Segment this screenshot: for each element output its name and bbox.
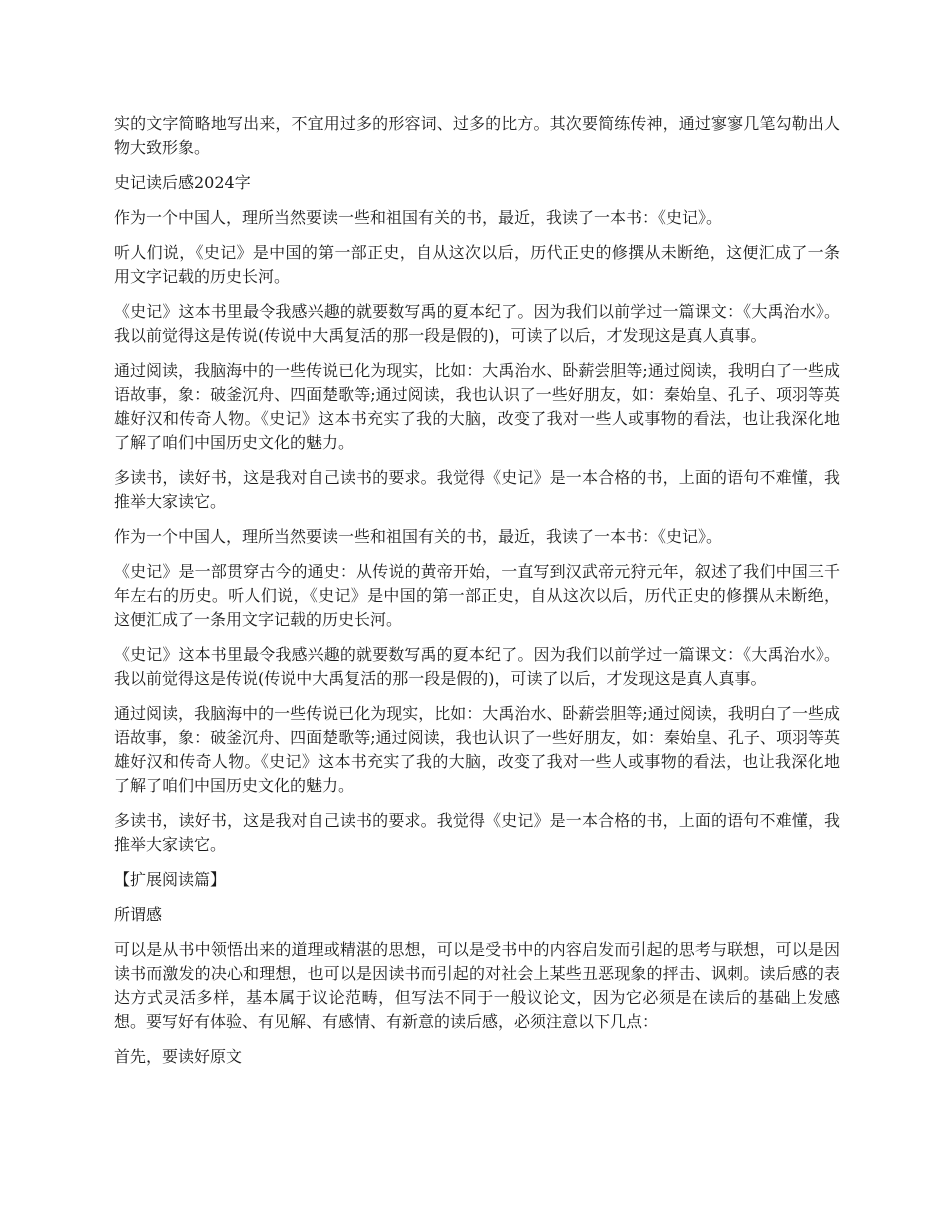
section-title: 史记读后感2024字 [114,173,251,192]
paragraph: 实的文字简略地写出来，不宜用过多的形容词、过多的比方。其次要简练传神，通过寥寥几笔勾勒出人物大致形象。 [114,114,840,157]
paragraph: 听人们说，《史记》是中国的第一部正史，自从这次以后，历代正史的修撰从未断绝，这便汇成了一条用文字记载的历史长河。 [114,243,840,286]
paragraph: 首先，要读好原文 [114,1047,243,1066]
paragraph: 可以是从书中领悟出来的道理或精湛的思想，可以是受书中的内容启发而引起的思考与联想，可以是因读书而激发的决心和理想，也可以是因读书而引起的对社会上某些丑恶现象的抨击、讽刺。读后感的表达方式灵活多样，基本属于议论范畴，但写法不同于一般议论文，因为它必须是在读后的基础上发感想。要写好有体验、有见解、有感情、有新意的读后感，必须注意以下几点： [114,940,840,1031]
paragraph: 作为一个中国人，理所当然要读一些和祖国有关的书，最近，我读了一本书：《史记》。 [114,208,723,227]
paragraph: 多读书，读好书，这是我对自己读书的要求。我觉得《史记》是一本合格的书，上面的语句不难懂，我推举大家读它。 [114,811,840,854]
paragraph: 作为一个中国人，理所当然要读一些和祖国有关的书，最近，我读了一本书：《史记》。 [114,527,723,546]
paragraph: 所谓感 [114,905,163,924]
paragraph: 通过阅读，我脑海中的一些传说已化为现实，比如：大禹治水、卧薪尝胆等;通过阅读，我明白了一些成语故事，象：破釜沉舟、四面楚歌等;通过阅读，我也认识了一些好朋友，如：秦始皇、孔子、项羽等英雄好汉和传奇人物。《史记》这本书充实了我的大脑，改变了我对一些人或事物的看法，也让我深化地了解了咱们中国历史文化的魅力。 [114,361,840,452]
document-body [114,112,840,1080]
paragraph: 《史记》这本书里最令我感兴趣的就要数写禹的夏本纪了。因为我们以前学过一篇课文：《大禹治水》。我以前觉得这是传说(传说中大禹复活的那一段是假的)，可读了以后，才发现这是真人真事。 [114,302,840,345]
paragraph: 通过阅读，我脑海中的一些传说已化为现实，比如：大禹治水、卧薪尝胆等;通过阅读，我明白了一些成语故事，象：破釜沉舟、四面楚歌等;通过阅读，我也认识了一些好朋友，如：秦始皇、孔子、项羽等英雄好汉和传奇人物。《史记》这本书充实了我的大脑，改变了我对一些人或事物的看法，也让我深化地了解了咱们中国历史文化的魅力。 [114,704,840,795]
paragraph: 多读书，读好书，这是我对自己读书的要求。我觉得《史记》是一本合格的书，上面的语句不难懂，我推举大家读它。 [114,468,840,511]
section-heading: 【扩展阅读篇】 [114,870,227,889]
paragraph: 《史记》是一部贯穿古今的通史：从传说的黄帝开始，一直写到汉武帝元狩元年，叙述了我们中国三千年左右的历史。听人们说，《史记》是中国的第一部正史，自从这次以后，历代正史的修撰从未断绝，这便汇成了一条用文字记载的历史长河。 [114,562,840,629]
paragraph: 《史记》这本书里最令我感兴趣的就要数写禹的夏本纪了。因为我们以前学过一篇课文：《大禹治水》。我以前觉得这是传说(传说中大禹复活的那一段是假的)，可读了以后，才发现这是真人真事。 [114,645,840,688]
